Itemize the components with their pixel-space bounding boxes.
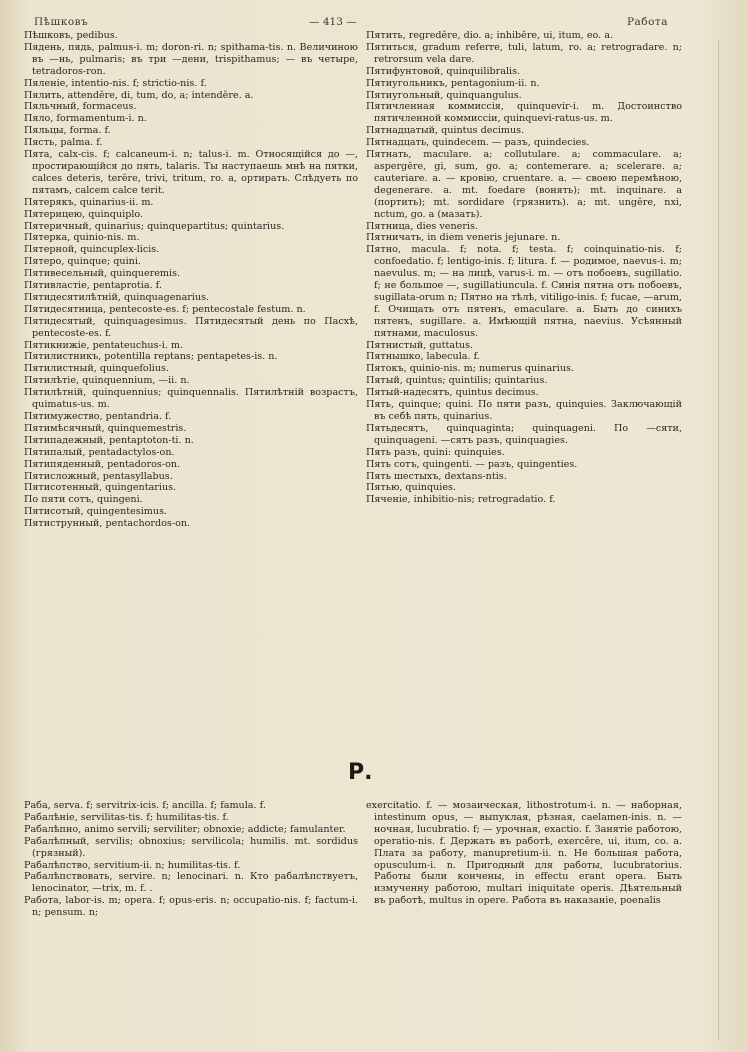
dictionary-entry: Пятисотый, quingentesimus. [24,506,168,518]
dictionary-entry: Пятерка, quinio-nis. m. [24,232,140,244]
dictionary-entry: Пясть, palma. f. [24,137,103,149]
dictionary-entry: Пятивластіе, pentaprotia. f. [24,280,162,292]
dictionary-entry: Пяченіе, inhibitio-nis; retrogradatio. f. [366,494,556,506]
right-column-bottom [366,800,682,907]
dictionary-entry: Рабалѣніе, servilitas-tis. f; humilitas-tis. f. [24,811,229,823]
dictionary-entry: Пятиугольный, quinquangulus. [366,89,522,101]
dictionary-entry: Пятивесельный, quinqueremis. [24,268,181,280]
page-number: — 413 — [309,16,357,28]
dictionary-entry: Рабалѣпство, servitium-ii. n; humilitas-tis. f. [24,859,241,871]
dictionary-entry: Пятидесятый, quinquagesimus. Пятидесятый день по Пасхѣ, pentecoste-es. f. [24,315,358,339]
dictionary-entry: Пяльцы, forma. f. [24,125,111,137]
header-left-catchword: Пѣшковъ [34,16,89,28]
dictionary-entry: Пятокъ, quinio-nis. m; numerus quinarius. [366,363,574,375]
dictionary-entry: Пятнышко, labecula. f. [366,351,480,363]
dictionary-entry: Пятилѣтіе, quinquennium, —ii. n. [24,375,190,387]
dictionary-entry: Пятью, quinquies. [366,482,457,494]
dictionary-entry: Пять сотъ, quingenti. — разъ, quingenties. [366,458,578,470]
dictionary-entry: Пятить, regredĕre, dio. a; inhibĕre, ui, itum, eo. a. [366,30,613,41]
dictionary-entry: Пятимужество, pentandria. f. [24,411,172,422]
dictionary-entry: Пятипалый, pentadactylos-on. [24,446,175,458]
dictionary-entry: Пятерицею, quinquiplo. [24,208,144,220]
dictionary-entry: Пядень, пядь, palmus-i. m; doron-ri. n; spithama-tis. n. Величиною въ —нь, pulmaris; въ три —дени, trispithamus; — въ четыре, tetradoros-ron. [24,41,358,77]
dictionary-entry: Пять, quinque; quini. По пяти разъ, quinquies. Заключающій въ себѣ пять, quinarius. [366,399,682,422]
dictionary-entry: Рабалѣпствовать, servire. n; lenocinari. n. Кто рабалѣпствуетъ, lenocinator, —trix, m. f. . [24,871,358,895]
dictionary-entry: Пятьдесятъ, quinquaginta; quinquageni. По —сяти, quinquageni. —сятъ разъ, quinquagies. [366,422,682,446]
dictionary-entry: Рабалѣпно, animo servili; serviliter; obnoxie; addicte; famulanter. [24,823,346,835]
dictionary-entry: Пять разъ, quini: quinquies. [366,446,505,458]
left-column-top [24,30,358,530]
page-edge-shadow [718,40,719,1040]
dictionary-entry: Пятнадцать, quindecem. — разъ, quindecies. [366,137,590,149]
dictionary-entry: Пяленіе, intentio-nis. f; strictio-nis. f. [24,77,207,89]
dictionary-entry: Рабалѣпный, servilis; obnoxius; servilicola; humilis. mt. sordidus (грязный). [24,835,358,859]
dictionary-entry: Пятикнижіе, pentateuchus-i. m. [24,339,184,351]
dictionary-entry: Пятый-надесятъ, quintus decimus. [366,387,539,399]
dictionary-entry: Пяльчный, formaceus. [24,101,137,113]
dictionary-entry: Пятифунтовой, quinquilibralis. [366,65,521,77]
dictionary-entry: Пятилистный, quinquefolius. [24,363,169,375]
dictionary-entry: exercitatio. f. — мозаическая, lithostrotum-i. n. — наборная, intestinum opus, — выпуклая, рѣзная, caelamen-inis. n. — ночная, lucubratio. f; — урочная, exactio. f. Занятіе работою, operatio-nis. f. Держать въ работѣ, exercĕre, ui, itum, co. a. Плата за работу, manupretium-ii. n. Не большая работа, opusculum-i. n. Пригодный для работы, lucubratorius. Работы были кончены, in effectu erant opera. Быть измученну работою, multari iniquitate operis. Дѣятельный въ работѣ, multus in opere. Работа въ наказаніе, poenalis [366,800,682,907]
dictionary-entry: Пятиструнный, pentachordos-on. [24,518,191,530]
dictionary-entry: Пятисотенный, quingentarius. [24,482,177,494]
dictionary-entry: Пяло, formamentum-i. n. [24,113,147,125]
dictionary-entry: Пятичленная коммиссія, quinquevir-i. m. Достоинство пятичленной коммиссіи, quinquevi-ratus-us. m. [366,101,682,125]
right-column-top [366,30,682,506]
dictionary-entry: Пятерякъ, quinarius-ii. m. [24,196,154,208]
dictionary-entry: Пѣшковъ, pedibus. [24,30,118,41]
dictionary-entry: Пятеро, quinque; quini. [24,256,141,268]
dictionary-entry: Пялить, attendĕre, di, tum, do, a; intendĕre. a. [24,89,254,101]
dictionary-entry: Пятилѣтній, quinquennius; quinquennalis. Пятилѣтній возрастъ, quimatus-us. m. [24,387,358,411]
section-letter: Р. [348,760,373,785]
dictionary-entry: Пятисложный, pentasyllabus. [24,470,173,482]
dictionary-entry: Работа, labor-is. m; opera. f; opus-eris. n; occupatio-nis. f; factum-i. n; pensum. n; [24,895,358,919]
dictionary-entry: Пятидесятилѣтній, quinquagenarius. [24,291,210,303]
dictionary-entry: Пятый, quintus; quintilis; quintarius. [366,375,548,387]
dictionary-entry: Пятипяденный, pentadoros-on. [24,458,181,470]
dictionary-entry: Пятиться, gradum referre, tuli, latum, ro. a; retrogradare. n; retrorsum vela dare. [366,41,682,65]
dictionary-entry: Пятнать, maculare. a; collutulare. a; commaculare. a; aspergĕre, gi, sum, go. a; contemerare. a; scelerare. a; cauteriare. a. — кровію, cruentare. a. — своею перемѣною, degenerare. a. mt. foedare (вонять); mt. inquinare. a (портить); mt. sordidare (грязнить). a; mt. ungĕre, nxi, nctum, go. a (мазать). [366,149,682,220]
dictionary-entry: Пята, calx-cis. f; calcaneum-i. n; talus-i. m. Относящійся до —, простирающійся до пять, talaris. Ты наступаешь мнѣ на пятки, calces deteris, terĕre, trivi, tritum, ro. a, ортирать. Слѣдуеть по пятамъ, calcem calce terit. [24,149,358,196]
dictionary-entry: Пятнистый, guttatus. [366,339,474,351]
dictionary-entry: Пятилистникъ, potentilla reptans; pentapetes-is. n. [24,351,278,363]
dictionary-entry: Раба, serva. f; servitrix-icis. f; ancilla. f; famula. f. [24,800,266,811]
left-column-bottom [24,800,358,919]
header-right-catchword: Работа [626,16,668,28]
dictionary-entry: Пятница, dies veneris. [366,220,478,232]
dictionary-entry: Пятиугольникъ, pentagonium-ii. n. [366,77,540,89]
dictionary-entry: Пятидесятница, pentecoste-es. f; pentecostale festum. n. [24,303,306,315]
dictionary-entry: Пятеричный, quinarius; quinquepartitus; quintarius. [24,220,285,232]
dictionary-entry: Пятимѣсячный, quinquemestris. [24,422,187,434]
dictionary-entry: Пятипадежный, pentaptoton-ti. n. [24,434,194,446]
dictionary-entry: Пятнадцатый, quintus decimus. [366,125,525,137]
dictionary-entry: Пятничать, in diem veneris jejunare. n. [366,232,561,244]
dictionary-entry: По пяти сотъ, quingeni. [24,494,143,506]
dictionary-entry: Пятно, macula. f; nota. f; testa. f; coinquinatio-nis. f; confoedatio. f; lentigo-inis. f; litura. f. — родимое, naevus-i. m; naevulus. m; — на лицѣ, varus-i. m. — отъ побоевъ, sugillatio. f; не большое —, sugillatiuncula. f. Синія пятна отъ побоевъ, sugillata-orum n; Пятно на тѣлѣ, vitiligo-inis. f; fucae, —arum, f. Очищать отъ пятенъ, emaculare. a. Быть до синихъ пятенъ, sugillare. a. Имѣющій пятна, naevius. Усѣянный пятнами, maculosus. [366,244,682,339]
dictionary-entry: Пятерной, quincuplex-licis. [24,244,160,256]
dictionary-entry: Пять шестыхъ, dextans-ntis. [366,470,507,482]
